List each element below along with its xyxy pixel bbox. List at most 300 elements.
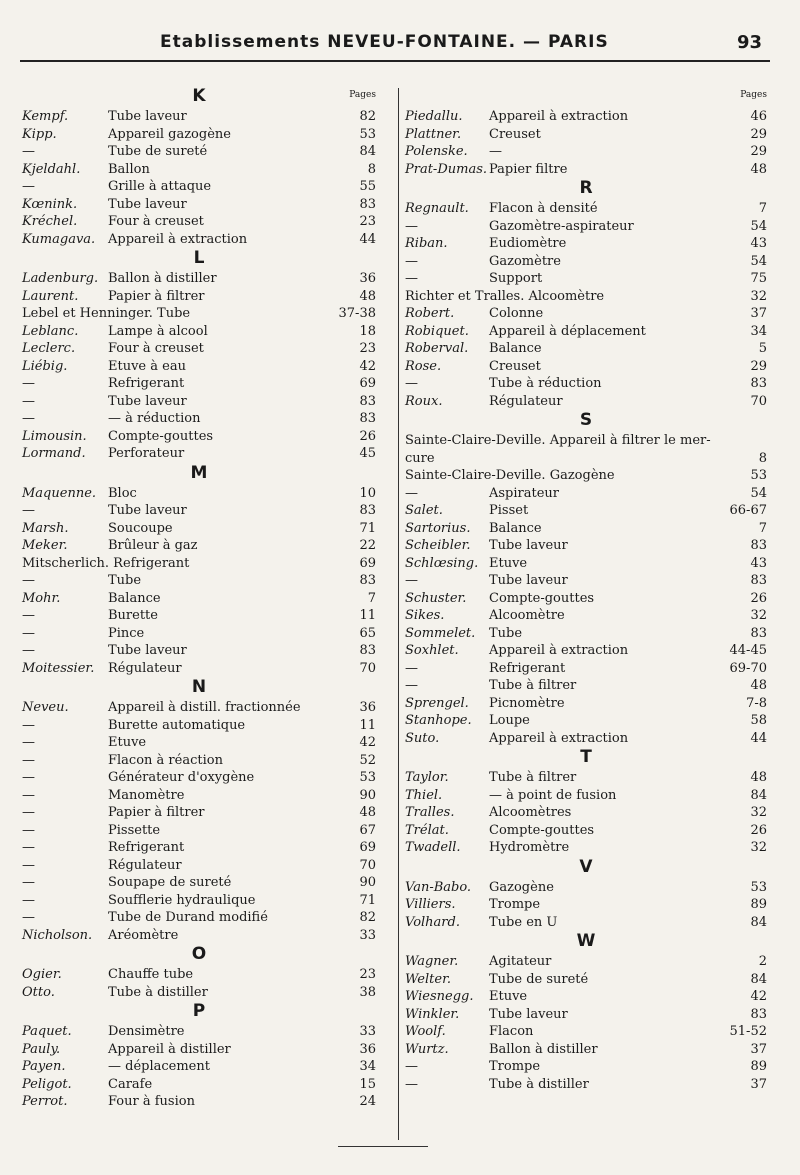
author-name: Tralles. <box>405 805 455 820</box>
apparatus-name: — à point de fusion <box>489 787 617 803</box>
index-entry <box>22 520 376 538</box>
apparatus-name: Gazogène <box>489 879 554 895</box>
apparatus-name: Eudiomètre <box>489 236 567 251</box>
page-reference: 54 <box>750 218 767 234</box>
index-entry <box>405 730 767 748</box>
author-name: — <box>22 910 35 925</box>
page-reference: 22 <box>359 538 376 553</box>
apparatus-name: Bloc <box>108 485 137 501</box>
author-name: Wiesnegg. <box>405 989 474 1004</box>
section-heading <box>405 178 767 200</box>
section-letter: T <box>580 747 592 767</box>
apparatus-name: Perforateur <box>108 446 185 461</box>
index-entry <box>22 1093 376 1111</box>
page-reference: 26 <box>750 590 767 606</box>
page-reference: 34 <box>750 323 767 339</box>
section-letter: P <box>192 1001 206 1021</box>
page-reference: 69 <box>359 376 376 391</box>
author-name: Villiers. <box>405 897 456 912</box>
page-reference: 70 <box>359 660 376 676</box>
apparatus-name: Tube laveur <box>108 503 187 518</box>
index-entry <box>405 1076 767 1094</box>
index-entry <box>405 340 767 358</box>
section-letter: W <box>576 931 596 951</box>
apparatus-name: Four à creuset <box>108 341 204 356</box>
apparatus-name: Tube à distiller <box>108 984 208 1000</box>
apparatus-name: Papier filtre <box>489 161 568 177</box>
apparatus-name: Creuset <box>489 126 541 142</box>
index-entry <box>405 375 767 393</box>
index-entry <box>22 1023 376 1041</box>
apparatus-name: Tube de sureté <box>489 971 589 987</box>
apparatus-name: Pince <box>108 625 145 641</box>
page-reference: 82 <box>359 910 376 925</box>
index-entry <box>405 625 767 643</box>
index-entry <box>405 270 767 288</box>
page-reference: 32 <box>750 608 767 623</box>
page-reference: 67 <box>359 822 376 838</box>
section-letter: N <box>191 677 207 697</box>
section-heading <box>22 463 376 485</box>
index-entry <box>405 879 767 897</box>
page-reference: 42 <box>359 735 376 750</box>
apparatus-name: Balance <box>489 520 542 536</box>
apparatus-name: Soupape de sureté <box>108 875 232 890</box>
author-name: — <box>22 840 35 855</box>
page-reference: 45 <box>359 446 376 461</box>
apparatus-name: Flacon <box>489 1024 534 1039</box>
author-name: Meker. <box>22 538 68 553</box>
index-entry <box>22 485 376 503</box>
apparatus-name: Alcoomètre <box>489 608 565 623</box>
apparatus-name: Tube laveur <box>108 393 187 409</box>
index-entry <box>22 375 376 393</box>
index-entry <box>22 892 376 910</box>
author-name: — <box>22 643 35 658</box>
page-reference: 55 <box>359 179 376 194</box>
author-name: — <box>405 253 418 269</box>
page-reference: 5 <box>758 341 767 356</box>
author-name: Robiquet. <box>405 323 469 339</box>
page-reference: 37 <box>750 1076 767 1092</box>
apparatus-name: Hydromètre <box>489 840 570 855</box>
section-heading <box>22 1001 376 1023</box>
apparatus-name: — déplacement <box>108 1059 210 1074</box>
page-reference: 90 <box>359 875 376 890</box>
index-entry <box>22 555 376 573</box>
index-entry <box>22 572 376 590</box>
apparatus-name: Picnomètre <box>489 695 565 711</box>
index-entry <box>405 914 767 932</box>
apparatus-name: Lampe à alcool <box>108 323 208 339</box>
left-index-column <box>22 86 376 1111</box>
page-reference: 26 <box>359 428 376 444</box>
index-entry <box>405 143 767 161</box>
index-entry <box>405 677 767 695</box>
index-entry <box>405 695 767 713</box>
page-reference: 83 <box>359 393 376 409</box>
apparatus-name: Alcoomètres <box>489 805 572 820</box>
index-entry <box>22 642 376 660</box>
page-reference: 69 <box>359 555 376 571</box>
author-name: Kjeldahl. <box>22 161 81 177</box>
index-entry <box>22 288 376 306</box>
page-reference: 33 <box>359 927 376 943</box>
section-heading <box>22 677 376 699</box>
apparatus-name: Loupe <box>489 713 530 728</box>
apparatus-name: Burette automatique <box>108 717 246 733</box>
author-name: Roux. <box>405 393 443 409</box>
index-entry <box>405 485 767 503</box>
author-name: Leblanc. <box>22 323 79 339</box>
index-entry <box>405 804 767 822</box>
page-reference: 84 <box>750 971 767 987</box>
author-name: Plattner. <box>405 126 462 142</box>
index-entry <box>405 393 767 411</box>
index-entry <box>22 428 376 446</box>
index-entry <box>405 432 767 450</box>
right-index-column <box>405 86 767 1093</box>
index-entry <box>405 161 767 179</box>
author-name: Mohr. <box>22 590 61 606</box>
author-name: — <box>405 218 418 234</box>
apparatus-name: Compte-gouttes <box>489 822 595 838</box>
apparatus-name: Régulateur <box>108 660 182 676</box>
apparatus-name: Tube à réduction <box>489 376 602 391</box>
page-reference: 33 <box>359 1024 376 1039</box>
author-name: Schlœsing. <box>405 555 479 571</box>
index-entry <box>22 927 376 945</box>
page-reference: 36 <box>359 1041 376 1057</box>
section-letter: S <box>579 410 593 430</box>
index-entry <box>405 450 767 468</box>
page-reference: 44 <box>359 231 376 247</box>
header-title: Etablissements NEVEU-FONTAINE. — PARIS <box>160 32 609 52</box>
page-reference: 36 <box>359 271 376 286</box>
author-name: — <box>22 787 35 803</box>
author-name: — <box>405 1059 418 1074</box>
apparatus-name: Burette <box>108 608 158 623</box>
page-reference: 66-67 <box>729 503 767 518</box>
author-name: Piedallu. <box>405 109 463 124</box>
apparatus-name: Refrigerant <box>489 660 566 676</box>
apparatus-name: Appareil à extraction <box>108 231 248 247</box>
author-name: Kumagava. <box>22 231 96 247</box>
index-entry <box>22 410 376 428</box>
author-name: — <box>22 179 35 194</box>
author-name: — <box>22 875 35 890</box>
index-entry <box>405 358 767 376</box>
page-reference: 48 <box>750 770 767 785</box>
apparatus-name: Tube <box>108 573 142 588</box>
page-header <box>20 32 770 62</box>
index-entry <box>22 984 376 1002</box>
author-name: — <box>22 144 35 159</box>
index-entry <box>22 769 376 787</box>
index-entry <box>405 537 767 555</box>
apparatus-name: Balance <box>108 590 161 606</box>
page-reference: 29 <box>750 126 767 142</box>
apparatus-name: Générateur d'oxygène <box>108 770 255 785</box>
index-entry <box>22 143 376 161</box>
apparatus-name: Tube laveur <box>489 1006 568 1022</box>
apparatus-name: Creuset <box>489 358 541 374</box>
author-name: — <box>405 376 418 391</box>
index-entry <box>22 231 376 249</box>
page-reference: 32 <box>750 840 767 855</box>
apparatus-name: Etuve à eau <box>108 358 186 374</box>
apparatus-name: Tube à filtrer <box>489 678 577 693</box>
author-name: Limousin. <box>22 428 87 444</box>
page-reference: 70 <box>750 393 767 409</box>
section-letter: K <box>192 86 206 106</box>
index-entry <box>405 555 767 573</box>
page-number: 93 <box>736 32 762 53</box>
author-name: — <box>22 822 35 838</box>
author-name: Sikes. <box>405 608 445 623</box>
page-reference: 7 <box>758 201 767 216</box>
page-reference: 18 <box>359 323 376 339</box>
apparatus-name: Papier à filtrer <box>108 288 205 304</box>
author-name: — <box>22 717 35 733</box>
page-reference: 36 <box>359 700 376 715</box>
index-entry <box>22 699 376 717</box>
author-name: Winkler. <box>405 1006 460 1022</box>
index-entry <box>22 196 376 214</box>
page-reference: 75 <box>750 271 767 286</box>
index-entry <box>405 642 767 660</box>
author-name: Maquenne. <box>22 485 97 501</box>
author-name: Schuster. <box>405 590 467 606</box>
section-letter: M <box>190 462 208 483</box>
apparatus-name: Trompe <box>489 1059 541 1074</box>
index-entry <box>405 218 767 236</box>
index-entry <box>22 502 376 520</box>
page-reference: 82 <box>359 109 376 124</box>
author-name: Lormand. <box>22 446 86 461</box>
index-entry <box>405 323 767 341</box>
apparatus-name: Ballon à distiller <box>108 271 217 286</box>
author-name: Nicholson. <box>22 927 93 943</box>
index-entry <box>22 734 376 752</box>
page-reference: 37 <box>750 1041 767 1057</box>
page-reference: 53 <box>359 770 376 785</box>
page-reference: 29 <box>750 144 767 159</box>
page-reference: 65 <box>359 625 376 641</box>
apparatus-name: Soucoupe <box>108 520 173 536</box>
page-reference: 37 <box>750 306 767 321</box>
page-reference: 83 <box>750 1006 767 1022</box>
apparatus-name: Appareil gazogène <box>108 126 231 142</box>
index-entry <box>405 988 767 1006</box>
index-entry <box>405 1023 767 1041</box>
author-name: — <box>22 805 35 820</box>
author-name: Riban. <box>405 236 448 251</box>
author-name: Wagner. <box>405 954 459 969</box>
section-letter: O <box>191 944 207 964</box>
apparatus-name: Papier à filtrer <box>108 805 205 820</box>
page-reference: 83 <box>750 538 767 553</box>
author-name: — <box>405 1076 418 1092</box>
author-name: Sommelet. <box>405 625 476 641</box>
page-reference: 34 <box>359 1059 376 1074</box>
apparatus-name: Ballon <box>108 161 150 177</box>
author-name: — <box>405 573 418 588</box>
apparatus-name: Agitateur <box>489 954 552 969</box>
apparatus-name: Régulateur <box>108 857 182 873</box>
apparatus-name: Tube laveur <box>489 573 568 588</box>
author-name: Otto. <box>22 984 55 1000</box>
apparatus-name: Densimètre <box>108 1024 185 1039</box>
apparatus-name: cure <box>405 450 435 466</box>
apparatus-name: Aréomètre <box>108 927 179 943</box>
index-entry <box>22 804 376 822</box>
index-entry <box>405 200 767 218</box>
apparatus-name: Refrigerant <box>108 376 185 391</box>
index-entry <box>405 712 767 730</box>
apparatus-name: Appareil à extraction <box>489 109 629 124</box>
apparatus-name: Trompe <box>489 897 541 912</box>
author-name: — <box>22 393 35 409</box>
author-name: Scheibler. <box>405 538 471 553</box>
index-entry <box>405 1041 767 1059</box>
index-entry <box>22 966 376 984</box>
page-reference: 32 <box>750 805 767 820</box>
index-entry <box>22 660 376 678</box>
author-name: Kréchel. <box>22 214 78 229</box>
index-entry <box>22 108 376 126</box>
author-name: — <box>22 503 35 518</box>
page-reference: 83 <box>359 643 376 658</box>
page-reference: 29 <box>750 358 767 374</box>
page-reference: 48 <box>750 678 767 693</box>
apparatus-name: Four à fusion <box>108 1094 195 1109</box>
index-entry <box>22 270 376 288</box>
apparatus-name: Tube <box>489 625 523 641</box>
author-name: Ladenburg. <box>22 271 99 286</box>
page-reference: 52 <box>359 752 376 768</box>
apparatus-name: Four à creuset <box>108 214 204 229</box>
page-reference: 83 <box>359 196 376 212</box>
apparatus-name: Colonne <box>489 306 544 321</box>
author-name: Kipp. <box>22 126 57 142</box>
index-entry <box>22 1058 376 1076</box>
apparatus-name: Tube laveur <box>108 196 187 212</box>
index-entry <box>22 340 376 358</box>
index-entry <box>22 358 376 376</box>
author-name: Kempf. <box>22 109 69 124</box>
page-reference: 7 <box>367 590 376 606</box>
index-entry <box>22 857 376 875</box>
author-name: Woolf. <box>405 1024 446 1039</box>
bottom-rule <box>338 1146 428 1147</box>
author-name: — <box>22 735 35 750</box>
page-reference: 11 <box>359 717 376 733</box>
index-entry <box>22 822 376 840</box>
index-entry <box>405 108 767 126</box>
section-heading <box>22 944 376 966</box>
author-name: Paquet. <box>22 1024 72 1039</box>
page-reference: 10 <box>359 485 376 501</box>
author-name: Suto. <box>405 730 440 746</box>
index-entry <box>22 909 376 927</box>
index-entry <box>405 607 767 625</box>
author-name: — <box>22 770 35 785</box>
index-entry <box>22 305 376 323</box>
page-reference: 54 <box>750 485 767 501</box>
apparatus-name: Soufflerie hydraulique <box>108 892 256 908</box>
author-name: Liébig. <box>22 358 68 374</box>
index-entry <box>405 253 767 271</box>
author-name: Soxhlet. <box>405 643 459 658</box>
author-name: Robert. <box>405 306 455 321</box>
apparatus-name: Sainte-Claire-Deville. Appareil à filtrer le mer- <box>405 433 711 448</box>
apparatus-name: Appareil à distill. fractionnée <box>108 700 301 715</box>
index-entry <box>405 787 767 805</box>
author-name: Polenske. <box>405 144 468 159</box>
apparatus-name: Tube laveur <box>489 538 568 553</box>
page-reference: 48 <box>359 288 376 304</box>
index-entry <box>22 717 376 735</box>
apparatus-name: Etuve <box>489 555 528 571</box>
author-name: Payen. <box>22 1059 66 1074</box>
author-name: Peligot. <box>22 1076 72 1092</box>
index-entry <box>405 467 767 485</box>
page-reference: 32 <box>750 288 767 304</box>
author-name: — <box>22 857 35 873</box>
index-entry <box>22 126 376 144</box>
author-name: — <box>22 625 35 641</box>
apparatus-name: Sainte-Claire-Deville. Gazogène <box>405 468 615 483</box>
index-entry <box>22 625 376 643</box>
page-reference: 43 <box>750 555 767 571</box>
header-rule <box>20 60 770 62</box>
apparatus-name: Richter et Tralles. Alcoomètre <box>405 288 605 304</box>
author-name: Sprengel. <box>405 695 469 711</box>
section-heading <box>405 857 767 879</box>
author-name: Taylor. <box>405 770 449 785</box>
apparatus-name: Mitscherlich. Refrigerant <box>22 555 190 571</box>
index-entry <box>405 590 767 608</box>
page-reference: 69-70 <box>729 660 767 676</box>
page-reference: 7-8 <box>746 695 767 711</box>
section-heading <box>405 410 767 432</box>
page-reference: 70 <box>359 857 376 873</box>
index-entry <box>22 178 376 196</box>
section-letter: V <box>579 856 593 877</box>
page-reference: 37-38 <box>338 306 376 321</box>
page-reference: 11 <box>359 608 376 623</box>
page-reference: 83 <box>359 573 376 588</box>
apparatus-name: Tube de Durand modifié <box>108 910 268 925</box>
page-reference: 42 <box>750 989 767 1004</box>
section-letter: R <box>579 178 593 198</box>
apparatus-name: Support <box>489 271 543 286</box>
apparatus-name: — <box>489 144 502 159</box>
page-reference: 89 <box>750 897 767 912</box>
author-name: Roberval. <box>405 341 469 356</box>
page-reference: 84 <box>359 144 376 159</box>
author-name: Volhard. <box>405 914 460 930</box>
apparatus-name: Refrigerant <box>108 840 185 855</box>
index-entry <box>405 660 767 678</box>
page-reference: 44 <box>750 730 767 746</box>
page-reference: 84 <box>750 787 767 803</box>
page-reference: 43 <box>750 236 767 251</box>
apparatus-name: Tube laveur <box>108 643 187 658</box>
index-entry <box>22 213 376 231</box>
author-name: — <box>405 678 418 693</box>
